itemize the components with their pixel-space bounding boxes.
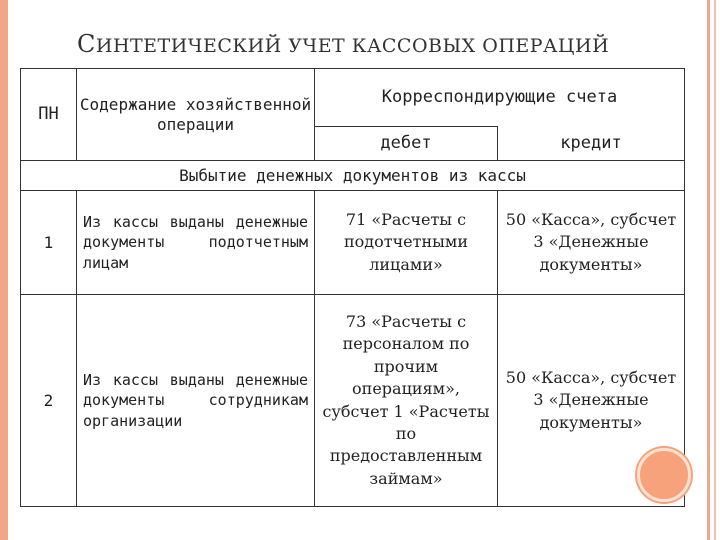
header-corr-accounts: Корреспондирующие счета [315, 69, 685, 127]
header-pn: ПН [21, 69, 77, 161]
right-frame-border [707, 0, 710, 540]
header-row-1 [21, 69, 685, 127]
row-number: 2 [21, 295, 77, 507]
row-debit: 71 «Расчеты с подотчетными лицами» [315, 191, 498, 295]
cash-operations-table [20, 68, 685, 507]
title-first-letter: С [77, 30, 96, 58]
slide-title [77, 30, 609, 58]
row-description: Из кассы выданы денежные документы сотрудникам организации [77, 295, 315, 507]
right-frame-border-inner [714, 0, 716, 540]
row-debit: 73 «Расчеты с персоналом по прочим операциям», субсчет 1 «Расчеты по предоставленным займам» [315, 295, 498, 507]
table-row [21, 191, 685, 295]
row-number: 1 [21, 191, 77, 295]
title-rest: ИНТЕТИЧЕСКИЙ УЧЕТ КАССОВЫХ ОПЕРАЦИЙ [95, 35, 610, 57]
row-credit: 50 «Касса», субсчет 3 «Денежные документы» [498, 295, 685, 507]
row-credit: 50 «Касса», субсчет 3 «Денежные документы» [498, 191, 685, 295]
header-content: Содержание хозяйственной операции [77, 69, 315, 161]
header-debit: дебет [315, 127, 498, 161]
left-frame-border [0, 0, 8, 540]
row-description: Из кассы выданы денежные документы подотчетным лицам [77, 191, 315, 295]
section-row [21, 161, 685, 191]
decorative-circle [637, 448, 691, 502]
header-credit: кредит [498, 127, 685, 161]
section-title: Выбытие денежных документов из кассы [21, 161, 685, 191]
table-row [21, 295, 685, 507]
